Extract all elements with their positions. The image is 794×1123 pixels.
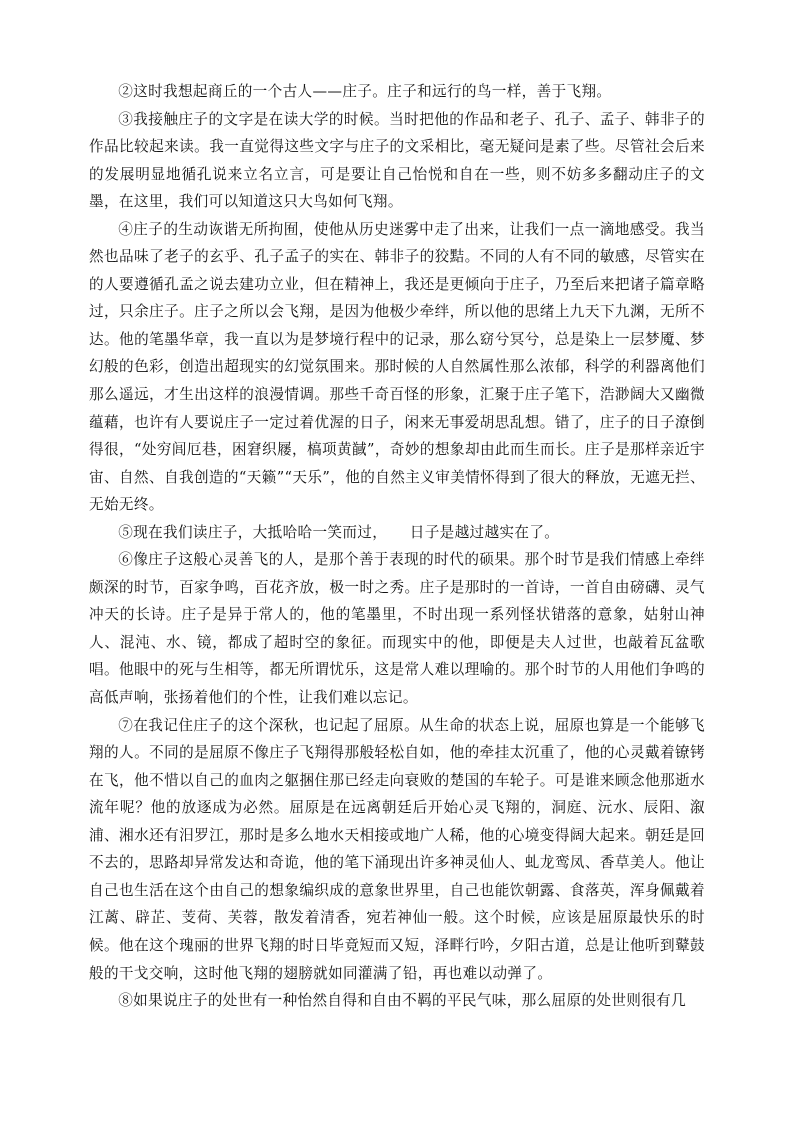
paragraph-6: ⑥像庄子这般心灵善飞的人，是那个善于表现的时代的硕果。那个时节是我们情感上牵绊颇深的时节，百家争鸣，百花齐放，极一时之秀。庄子是那时的一首诗，一首自由磅礴、灵气冲天的长诗。庄子是异于常人的，他的笔墨里，不时出现一系列怪状错落的意象，姑射山神人、混沌、水、镜，都成了超时空的象征。而现实中的他，即便是夫人过世，也敲着瓦盆歌唱。他眼中的死与生相等，都无所谓忧乐，这是常人难以理喻的。那个时节的人用他们争鸣的高低声响，张扬着他们的个性，让我们难以忘记。 (89, 551, 705, 707)
paragraph-4: ④庄子的生动诙谐无所拘囿，使他从历史迷雾中走了出来，让我们一点一滴地感受。我当然也品味了老子的玄乎、孔子孟子的实在、韩非子的狡黠。不同的人有不同的敏感，尽管实在的人要遵循孔孟之说去建功立业，但在精神上，我还是更倾向于庄子，乃至后来把诸子篇章略过，只余庄子。庄子之所以会飞翔，是因为他极少牵绊，所以他的思绪上九天下九渊，无所不达。他的笔墨华章，我一直以为是梦境行程中的记录，那么窈兮冥兮，总是染上一层梦魇、梦幻般的色彩，创造出超现实的幻觉氛围来。那时候的人自然属性那么浓郁，科学的利器离他们那么遥远，才生出这样的浪漫情调。那些千奇百怪的形象，汇聚于庄子笔下，浩渺阔大又幽微蕴藉，也许有人要说庄子一定过着优渥的日子，闲来无事爱胡思乱想。错了，庄子的日子潦倒得很，“处穷闾厄巷，困窘织屦，槁项黄馘”，奇妙的想象却由此而生而长。庄子是那样亲近宇宙、自然、自我创造的“天籁”“天乐”，他的自然主义审美情怀得到了很大的释放，无遮无拦、无始无终。 (89, 220, 705, 514)
document-page (89, 78, 705, 1015)
paragraph-5: ⑤现在我们读庄子，大抵哈哈一笑而过， 日子是越过越实在了。 (118, 523, 560, 541)
paragraph-2: ②这时我想起商丘的一个古人——庄子。庄子和远行的鸟一样，善于飞翔。 (118, 83, 612, 100)
paragraph-3: ③我接触庄子的文字是在读大学的时候。当时把他的作品和老子、孔子、孟子、韩非子的作品比较起来读。我一直觉得这些文字与庄子的文采相比，毫无疑问是素了些。尽管社会后来的发展明显地循孔说来立名立言，可是要让自己怡悦和自在一些，则不妨多多翻动庄子的文墨，在这里，我们可以知道这只大鸟如何飞翔。 (89, 110, 705, 211)
paragraph-7: ⑦在我记住庄子的这个深秋，也记起了屈原。从生命的状态上说，屈原也算是一个能够飞翔的人。不同的是屈原不像庄子飞翔得那般轻松自如，他的牵挂太沉重了，他的心灵戴着镣铐在飞，他不惜以自己的血肉之躯捆住那已经走向衰败的楚国的车轮子。可是谁来顾念他那逝水流年呢？他的放逐成为必然。屈原是在远离朝廷后开始心灵飞翔的，洞庭、沅水、辰阳、溆浦、湘水还有汨罗江，那时是多么地水天相接或地广人稀，他的心境变得阔大起来。朝廷是回不去的，思路却异常发达和奇诡，他的笔下涌现出许多神灵仙人、虬龙鸾凤、香草美人。他让自己也生活在这个由自己的想象编织成的意象世界里，自己也能饮朝露、食落英，浑身佩戴着江蓠、辟芷、芰荷、芙蓉，散发着清香，宛若神仙一般。这个时候，应该是屈原最快乐的时候。他在这个瑰丽的世界飞翔的时日毕竟短而又短，泽畔行吟，夕阳古道，总是让他听到鼙鼓般的干戈交响，这时他飞翔的翅膀就如同灌满了铅，再也难以动弹了。 (89, 716, 705, 982)
paragraph-8: ⑧如果说庄子的处世有一种怡然自得和自由不羁的平民气味，那么屈原的处世则很有几 (118, 992, 687, 1010)
